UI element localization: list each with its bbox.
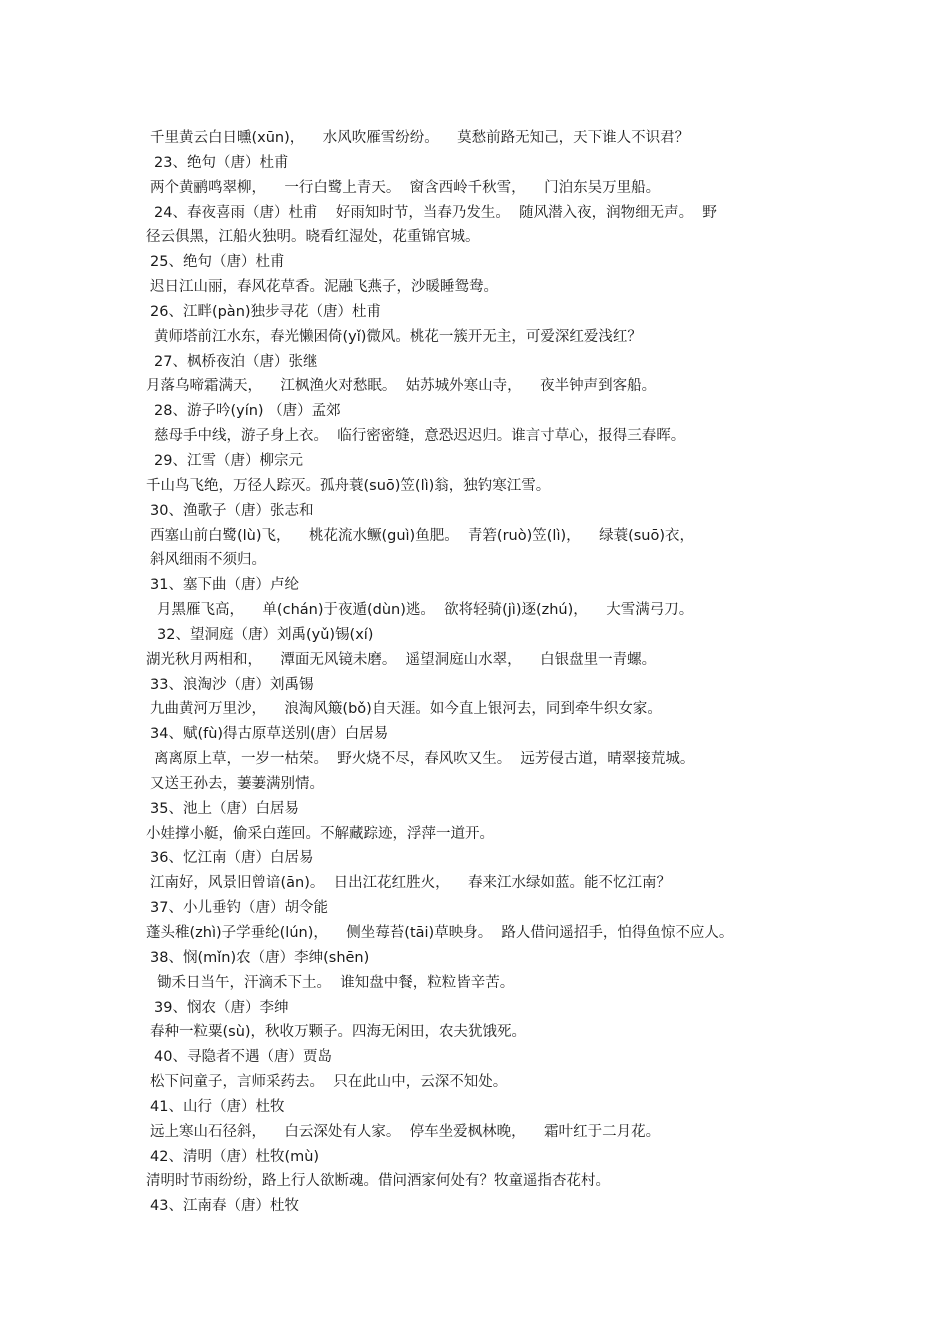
poem-line: 黄师塔前江水东，春光懒困倚(yǐ)微风。桃花一簇开无主，可爱深红爱浅红？ bbox=[154, 328, 642, 345]
poem-line: 离离原上草，一岁一枯荣。 野火烧不尽，春风吹又生。 远芳侵古道，晴翠接荒城。 bbox=[154, 751, 695, 768]
poem-line: 蓬头稚(zhì)子学垂纶(lún)， 侧坐莓苔(tāi)草映身。 路人借问遥招手，怕得鱼惊不应人。 bbox=[146, 925, 734, 941]
poem-heading: 43、江南春（唐）杜牧 bbox=[150, 1198, 299, 1215]
poem-line: 西塞山前白鹭(lù)飞， 桃花流水鳜(guì)鱼肥。 青箬(ruò)笠(lì)， 绿蓑(suō)衣， bbox=[150, 527, 694, 544]
poem-line: 慈母手中线，游子身上衣。 临行密密缝，意恐迟迟归。谁言寸草心，报得三春晖。 bbox=[154, 428, 686, 445]
poem-line: 清明时节雨纷纷，路上行人欲断魂。借问酒家何处有？牧童遥指杏花村。 bbox=[146, 1173, 610, 1190]
poem-line: 小娃撑小艇，偷采白莲回。不解藏踪迹，浮萍一道开。 bbox=[146, 825, 494, 842]
poem-line: 径云俱黑，江船火独明。晓看红湿处，花重锦官城。 bbox=[146, 229, 480, 246]
poem-heading: 30、渔歌子（唐）张志和 bbox=[150, 502, 314, 519]
poem-heading: 26、江畔(pàn)独步寻花（唐）杜甫 bbox=[150, 303, 382, 320]
poem-line: 远上寒山石径斜， 白云深处有人家。 停车坐爱枫林晚， 霜叶红于二月花。 bbox=[150, 1123, 661, 1140]
poem-line: 千山鸟飞绝，万径人踪灭。孤舟蓑(suō)笠(lì)翁，独钓寒江雪。 bbox=[146, 477, 551, 494]
poem-heading: 33、浪淘沙（唐）刘禹锡 bbox=[150, 676, 314, 693]
poem-heading: 35、池上（唐）白居易 bbox=[150, 800, 299, 817]
poem-line: 月落乌啼霜满天， 江枫渔火对愁眠。 姑苏城外寒山寺， 夜半钟声到客船。 bbox=[146, 378, 657, 395]
poem-heading: 24、春夜喜雨（唐）杜甫 好雨知时节，当春乃发生。 随风潜入夜，润物细无声。 野 bbox=[154, 204, 717, 221]
poem-line: 月黑雁飞高， 单(chán)于夜遁(dùn)逃。 欲将轻骑(jì)逐(zhú)， 大雪满弓刀。 bbox=[157, 602, 694, 619]
poem-heading: 38、悯(mǐn)农（唐）李绅(shēn) bbox=[150, 949, 370, 966]
poem-heading: 36、忆江南（唐）白居易 bbox=[150, 850, 314, 867]
poem-heading: 27、枫桥夜泊（唐）张继 bbox=[154, 353, 318, 370]
poem-heading: 42、清明（唐）杜牧(mù) bbox=[150, 1148, 320, 1165]
poem-line: 千里黄云白日曛(xūn)， 水风吹雁雪纷纷。 莫愁前路无知己，天下谁人不识君？ bbox=[150, 130, 690, 146]
poem-line: 春种一粒粟(sù)，秋收万颗子。四海无闲田，农夫犹饿死。 bbox=[150, 1024, 527, 1041]
poem-line: 又送王孙去，萋萋满别情。 bbox=[150, 775, 324, 792]
poem-heading: 31、塞下曲（唐）卢纶 bbox=[150, 577, 299, 594]
poem-line: 九曲黄河万里沙， 浪淘风簸(bǒ)自天涯。如今直上银河去，同到牵牛织女家。 bbox=[150, 701, 662, 718]
poem-line: 江南好，风景旧曾谙(ān)。 日出江花红胜火， 春来江水绿如蓝。能不忆江南？ bbox=[150, 875, 672, 892]
poem-heading: 32、望洞庭（唐）刘禹(yǔ)锡(xí) bbox=[157, 626, 374, 643]
poem-line: 松下问童子，言师采药去。 只在此山中，云深不知处。 bbox=[150, 1074, 508, 1091]
poem-line: 两个黄鹂鸣翠柳， 一行白鹭上青天。 窗含西岭千秋雪， 门泊东吴万里船。 bbox=[150, 179, 661, 196]
poem-heading: 40、寻隐者不遇（唐）贾岛 bbox=[154, 1049, 332, 1066]
poem-text-body bbox=[146, 126, 816, 1219]
poem-heading: 39、悯农（唐）李绅 bbox=[154, 999, 289, 1016]
poem-heading: 34、赋(fù)得古原草送别(唐）白居易 bbox=[150, 726, 389, 743]
poem-heading: 28、游子吟(yín) （唐）孟郊 bbox=[154, 403, 341, 420]
poem-heading: 25、绝句（唐）杜甫 bbox=[150, 254, 285, 271]
poem-line: 湖光秋月两相和， 潭面无风镜未磨。 遥望洞庭山水翠， 白银盘里一青螺。 bbox=[146, 651, 657, 668]
poem-heading: 23、绝句（唐）杜甫 bbox=[154, 154, 289, 171]
poem-line: 迟日江山丽，春风花草香。泥融飞燕子，沙暖睡鸳鸯。 bbox=[150, 279, 498, 296]
poem-heading: 41、山行（唐）杜牧 bbox=[150, 1098, 285, 1115]
poem-line: 锄禾日当午，汗滴禾下土。 谁知盘中餐，粒粒皆辛苦。 bbox=[157, 974, 515, 991]
poem-line: 斜风细雨不须归。 bbox=[150, 552, 266, 569]
poem-heading: 29、江雪（唐）柳宗元 bbox=[154, 452, 303, 469]
poem-heading: 37、小儿垂钓（唐）胡令能 bbox=[150, 900, 328, 917]
